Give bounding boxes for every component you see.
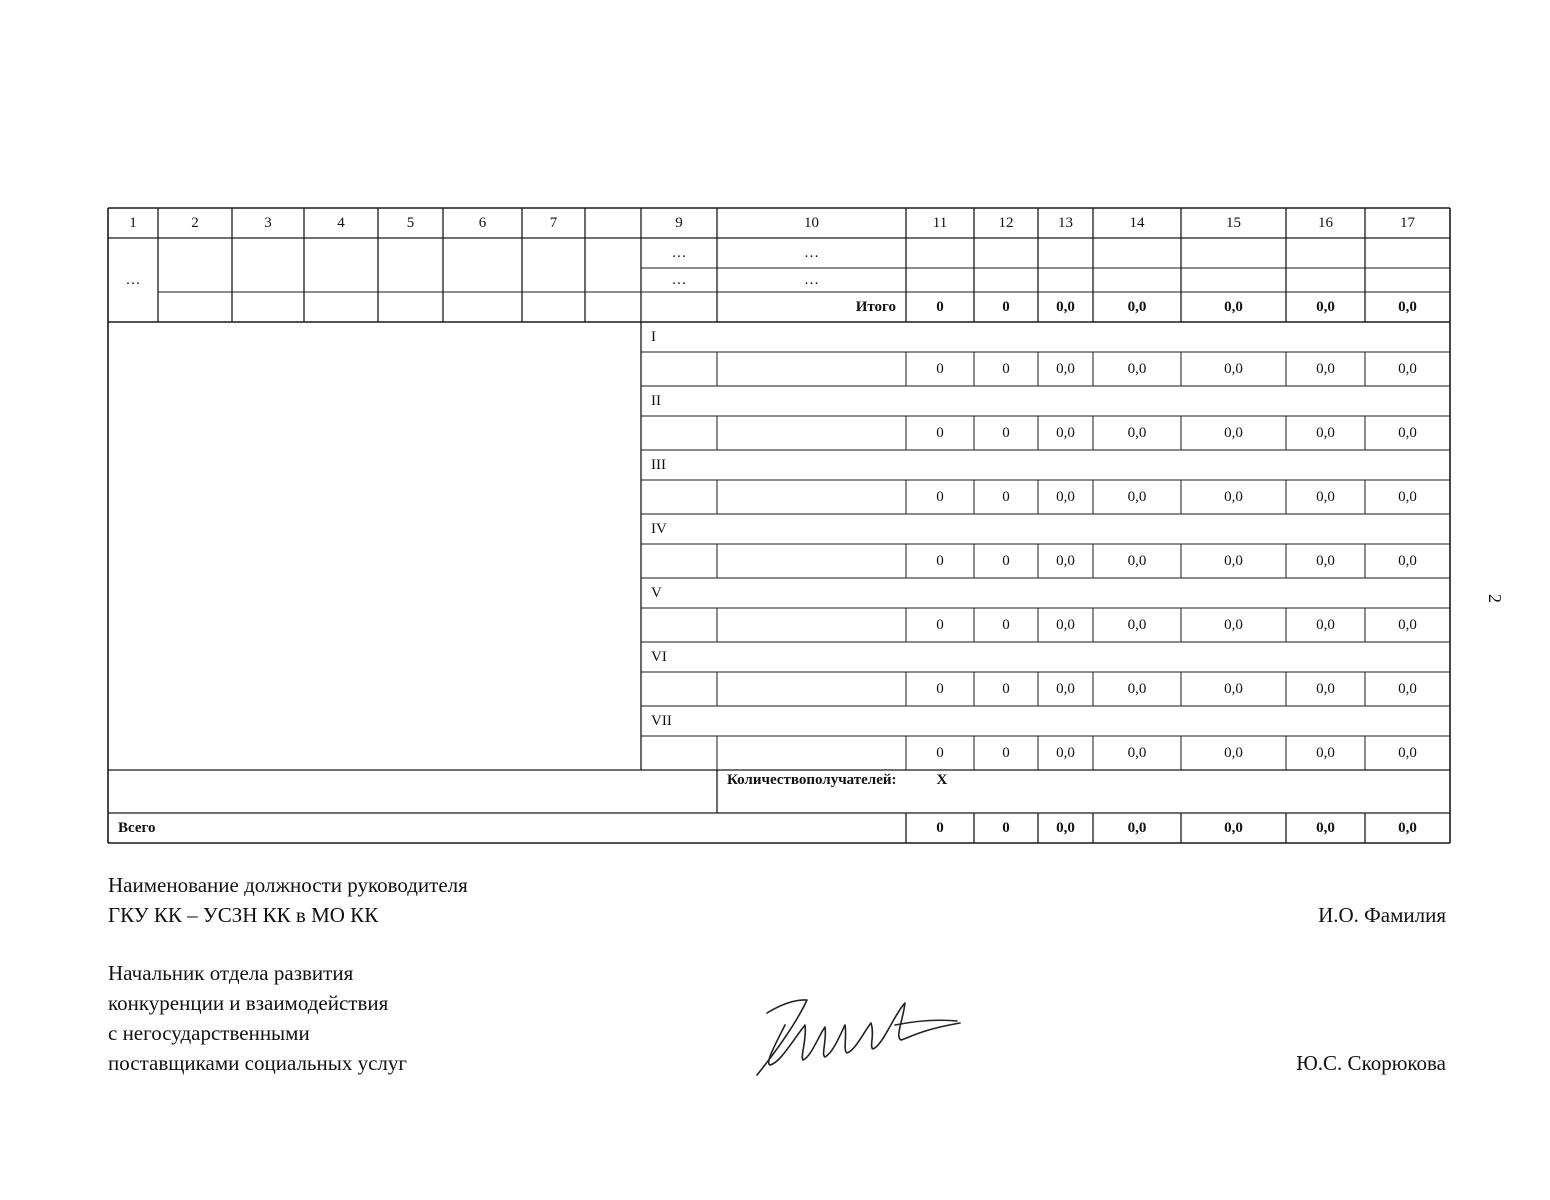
group-3-value-17: 0,0	[1398, 488, 1417, 505]
group-label-2: II	[651, 392, 661, 409]
total-value-16: 0,0	[1316, 819, 1335, 836]
group-2-value-13: 0,0	[1056, 424, 1075, 441]
column-number-14: 14	[1129, 214, 1145, 231]
column-number-10: 10	[804, 214, 819, 231]
recipients-value: X	[936, 772, 948, 788]
chief-title-line-4: поставщиками социальных услуг	[108, 1051, 408, 1075]
group-6-value-14: 0,0	[1127, 680, 1147, 697]
total-value-11: 0	[936, 819, 944, 836]
group-5-value-17: 0,0	[1398, 616, 1417, 633]
itogo-value-13: 0,0	[1056, 298, 1075, 315]
group-2-value-15: 0,0	[1224, 424, 1243, 441]
column-number-11: 11	[932, 214, 948, 231]
group-1-value-15: 0,0	[1224, 360, 1243, 377]
group-4-value-11: 0	[936, 552, 944, 569]
itogo-value-15: 0,0	[1224, 298, 1243, 315]
head-title-line-1: Наименование должности руководителя	[108, 873, 468, 897]
group-7-value-15: 0,0	[1224, 744, 1243, 761]
column-number-6: 6	[478, 214, 487, 231]
group-4-value-13: 0,0	[1056, 552, 1075, 569]
group-4-value-12: 0	[1002, 552, 1010, 569]
itogo-value-14: 0,0	[1127, 298, 1147, 315]
group-1-value-14: 0,0	[1127, 360, 1147, 377]
group-5-value-14: 0,0	[1127, 616, 1147, 633]
handwritten-signature	[745, 985, 975, 1085]
chief-name: Ю.С. Скорюкова	[1296, 1051, 1446, 1075]
column-number-9: 9	[675, 214, 683, 231]
group-3-value-15: 0,0	[1224, 488, 1243, 505]
group-3-value-12: 0	[1002, 488, 1010, 505]
group-label-4: IV	[651, 520, 667, 537]
group-7-value-11: 0	[936, 744, 944, 761]
group-7-value-12: 0	[1002, 744, 1010, 761]
page-number: 2	[1485, 594, 1505, 603]
column-number-16: 16	[1318, 214, 1333, 231]
total-value-13: 0,0	[1056, 819, 1075, 836]
group-7-value-16: 0,0	[1316, 744, 1335, 761]
column-number-8	[585, 208, 641, 238]
column-number-12: 12	[998, 214, 1014, 231]
recipients-label-line-1: Количество	[727, 772, 807, 788]
total-value-14: 0,0	[1127, 819, 1147, 836]
group-1-value-12: 0	[1002, 360, 1010, 377]
group-5-value-16: 0,0	[1316, 616, 1335, 633]
total-value-12: 0	[1002, 819, 1010, 836]
row-ellipsis-col10-b: …	[804, 271, 819, 288]
row-ellipsis-1: …	[125, 271, 141, 288]
column-number-5: 5	[406, 214, 415, 231]
column-number-3: 3	[264, 214, 272, 231]
group-5-value-12: 0	[1002, 616, 1010, 633]
group-3-value-11: 0	[936, 488, 944, 505]
group-2-value-17: 0,0	[1398, 424, 1417, 441]
column-number-13: 13	[1058, 214, 1073, 231]
group-2-value-12: 0	[1002, 424, 1010, 441]
itogo-value-12: 0	[1002, 298, 1010, 315]
group-1-value-16: 0,0	[1316, 360, 1335, 377]
group-4-value-15: 0,0	[1224, 552, 1243, 569]
group-7-value-17: 0,0	[1398, 744, 1417, 761]
column-number-4: 4	[337, 214, 345, 231]
group-2-value-14: 0,0	[1127, 424, 1147, 441]
group-4-value-14: 0,0	[1127, 552, 1147, 569]
group-6-value-11: 0	[936, 680, 944, 697]
head-name: И.О. Фамилия	[1318, 903, 1446, 927]
column-number-7: 7	[549, 214, 558, 231]
group-6-value-16: 0,0	[1316, 680, 1335, 697]
group-2-value-16: 0,0	[1316, 424, 1335, 441]
itogo-label: Итого	[855, 298, 896, 315]
group-5-value-13: 0,0	[1056, 616, 1075, 633]
recipients-label-line-2: получателей: X	[806, 772, 948, 788]
total-value-15: 0,0	[1224, 819, 1243, 836]
column-number-15: 15	[1226, 214, 1241, 231]
head-title-line-2: ГКУ КК – УСЗН КК в МО КК	[108, 903, 379, 927]
itogo-value-11: 0	[936, 298, 944, 315]
group-7-value-13: 0,0	[1056, 744, 1075, 761]
group-1-value-17: 0,0	[1398, 360, 1417, 377]
total-value-17: 0,0	[1398, 819, 1417, 836]
row-ellipsis-col9-a: …	[671, 244, 687, 261]
group-6-value-12: 0	[1002, 680, 1010, 697]
group-label-3: III	[651, 456, 666, 473]
group-5-value-11: 0	[936, 616, 944, 633]
row-ellipsis-col9-b: …	[671, 271, 687, 288]
group-label-6: VI	[651, 648, 667, 665]
group-label-5: V	[651, 584, 662, 601]
group-3-value-16: 0,0	[1316, 488, 1335, 505]
group-7-value-14: 0,0	[1127, 744, 1147, 761]
column-number-17: 17	[1400, 214, 1415, 231]
group-1-value-13: 0,0	[1056, 360, 1075, 377]
group-label-7: VII	[651, 712, 672, 729]
head-position-title	[108, 870, 468, 930]
group-5-value-15: 0,0	[1224, 616, 1243, 633]
row-ellipsis-col10-a: …	[804, 244, 819, 261]
group-6-value-17: 0,0	[1398, 680, 1417, 697]
group-1-value-11: 0	[936, 360, 944, 377]
group-4-value-17: 0,0	[1398, 552, 1417, 569]
group-label-1: I	[651, 328, 656, 345]
column-number-1: 1	[129, 214, 137, 231]
recipients-count-cell	[717, 770, 1450, 813]
group-6-value-15: 0,0	[1224, 680, 1243, 697]
chief-title-line-1: Начальник отдела развития	[108, 961, 354, 985]
column-number-2: 2	[191, 214, 199, 231]
group-2-value-11: 0	[936, 424, 944, 441]
chief-title-line-2: конкуренции и взаимодействия	[108, 991, 389, 1015]
itogo-value-17: 0,0	[1398, 298, 1417, 315]
group-4-value-16: 0,0	[1316, 552, 1335, 569]
total-label: Всего	[118, 819, 156, 836]
chief-title-line-3: с негосударственными	[108, 1021, 310, 1045]
group-6-value-13: 0,0	[1056, 680, 1075, 697]
chief-position-title	[108, 958, 407, 1078]
group-3-value-13: 0,0	[1056, 488, 1075, 505]
itogo-value-16: 0,0	[1316, 298, 1335, 315]
group-3-value-14: 0,0	[1127, 488, 1147, 505]
